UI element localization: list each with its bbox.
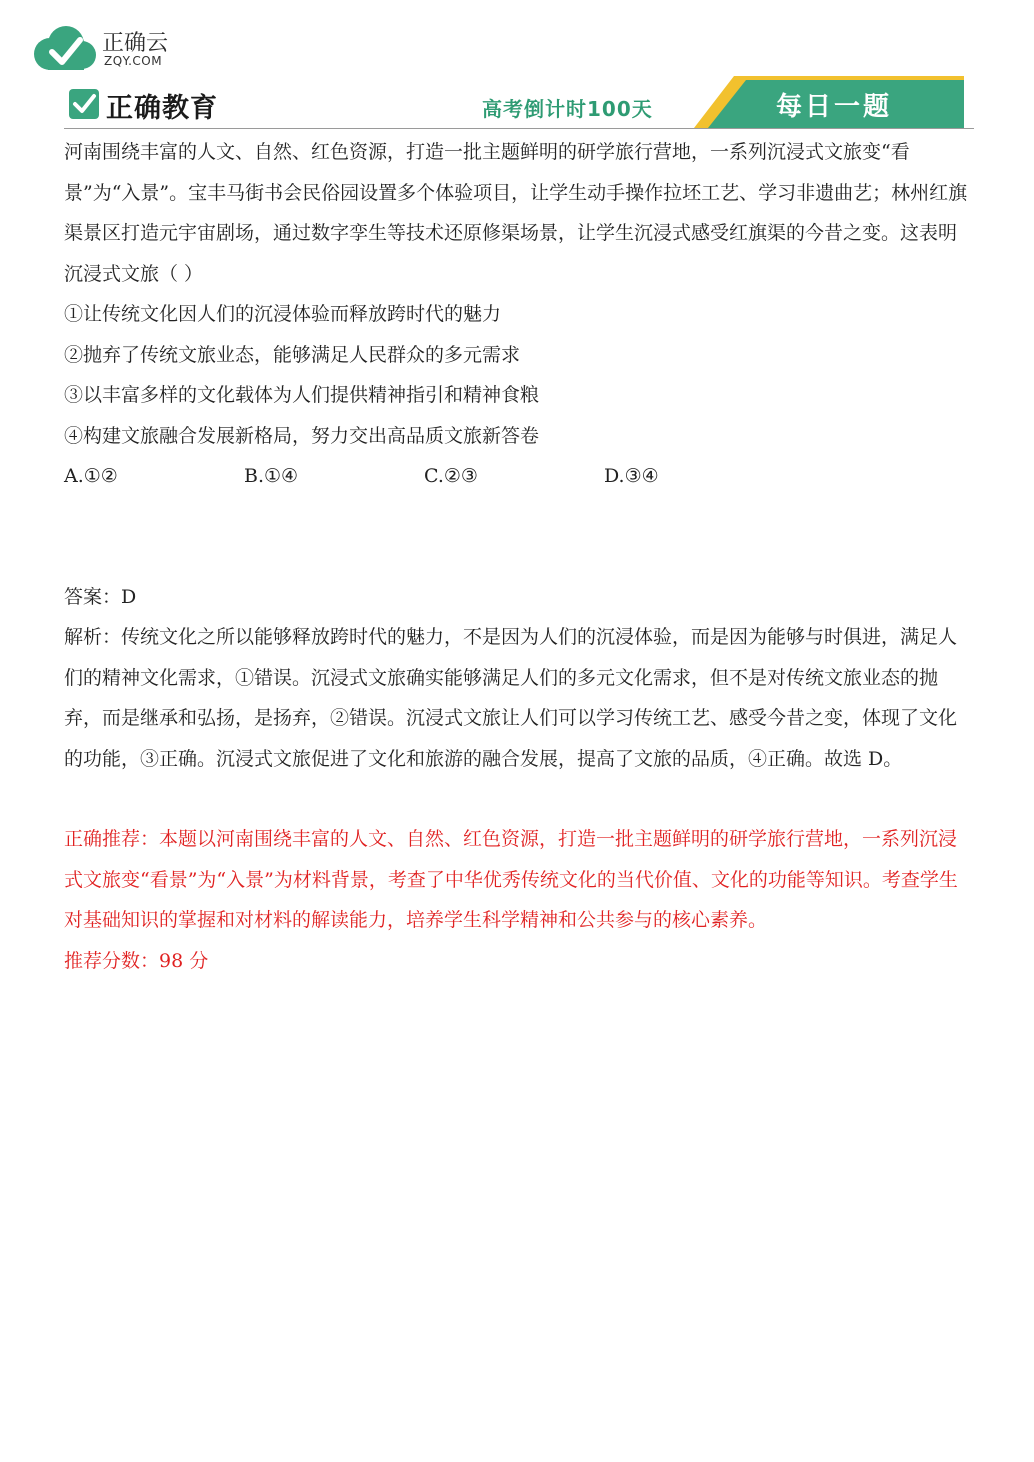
header-divider: [64, 128, 974, 129]
statement-4: ④构建文旅融合发展新格局，努力交出高品质文旅新答卷: [64, 424, 540, 447]
option-d: D.③④: [604, 465, 659, 487]
option-a: A.①②: [64, 465, 118, 487]
analysis-text: 解析：传统文化之所以能够释放跨时代的魅力，不是因为人们的沉浸体验，而是因为能够与时俱进，满足人们的精神文化需求，①错误。沉浸式文旅确实能够满足人们的多元文化需求，但不是对传统文旅业态的抛弃，而是继承和弘扬，是扬弃，②错误。沉浸式文旅让人们可以学习传统工艺、感受今昔之变，体现了文化的功能，③正确。沉浸式文旅促进了文化和旅游的融合发展，提高了文旅的品质，④正确。故选 D。: [64, 626, 958, 770]
option-b: B.①④: [244, 465, 299, 487]
countdown-text: 高考倒计时100天: [482, 97, 653, 121]
statement-1: ①让传统文化因人们的沉浸体验而释放跨时代的魅力: [64, 303, 502, 325]
logo-domain: ZQY.COM: [104, 54, 163, 68]
cloud-check-icon: [30, 24, 98, 74]
question-stem: 河南围绕丰富的人文、自然、红色资源，打造一批主题鲜明的研学旅行营地，一系列沉浸式文旅变“看景”为“入景”。宝丰马街书会民俗园设置多个体验项目，让学生动手操作拉坯工艺、学习非遗曲艺；林州红旗渠景区打造元宇宙剧场，通过数字孪生等技术还原修渠场景，让学生沉浸式感受红旗渠的今昔之变。这表明沉浸式文旅（ ）: [64, 141, 968, 285]
logo-brand: 正确云: [102, 31, 169, 56]
answer-options: [64, 456, 970, 497]
statement-3: ③以丰富多样的文化载体为人们提供精神指引和精神食粮: [64, 384, 540, 406]
page-header: [64, 76, 974, 130]
zqy-logo: [30, 24, 200, 76]
recommendation-text: 正确推荐：本题以河南围绕丰富的人文、自然、红色资源，打造一批主题鲜明的研学旅行营地，一系列沉浸式文旅变“看景”为“入景”为材料背景，考查了中华优秀传统文化的当代价值、文化的功能等知识。考查学生对基础知识的掌握和对材料的解读能力，培养学生科学精神和公共参与的核心素养。: [64, 828, 958, 931]
question-document: [64, 132, 970, 981]
daily-banner-text: 每日一题: [776, 92, 893, 122]
answer-line: 答案：D: [64, 585, 137, 608]
recommendation-score: 推荐分数：98 分: [64, 949, 209, 972]
header-brand: 正确教育: [106, 93, 218, 124]
option-c: C.②③: [424, 465, 478, 487]
statement-2: ②抛弃了传统文旅业态，能够满足人民群众的多元需求: [64, 343, 521, 366]
check-box-icon: [68, 88, 100, 120]
